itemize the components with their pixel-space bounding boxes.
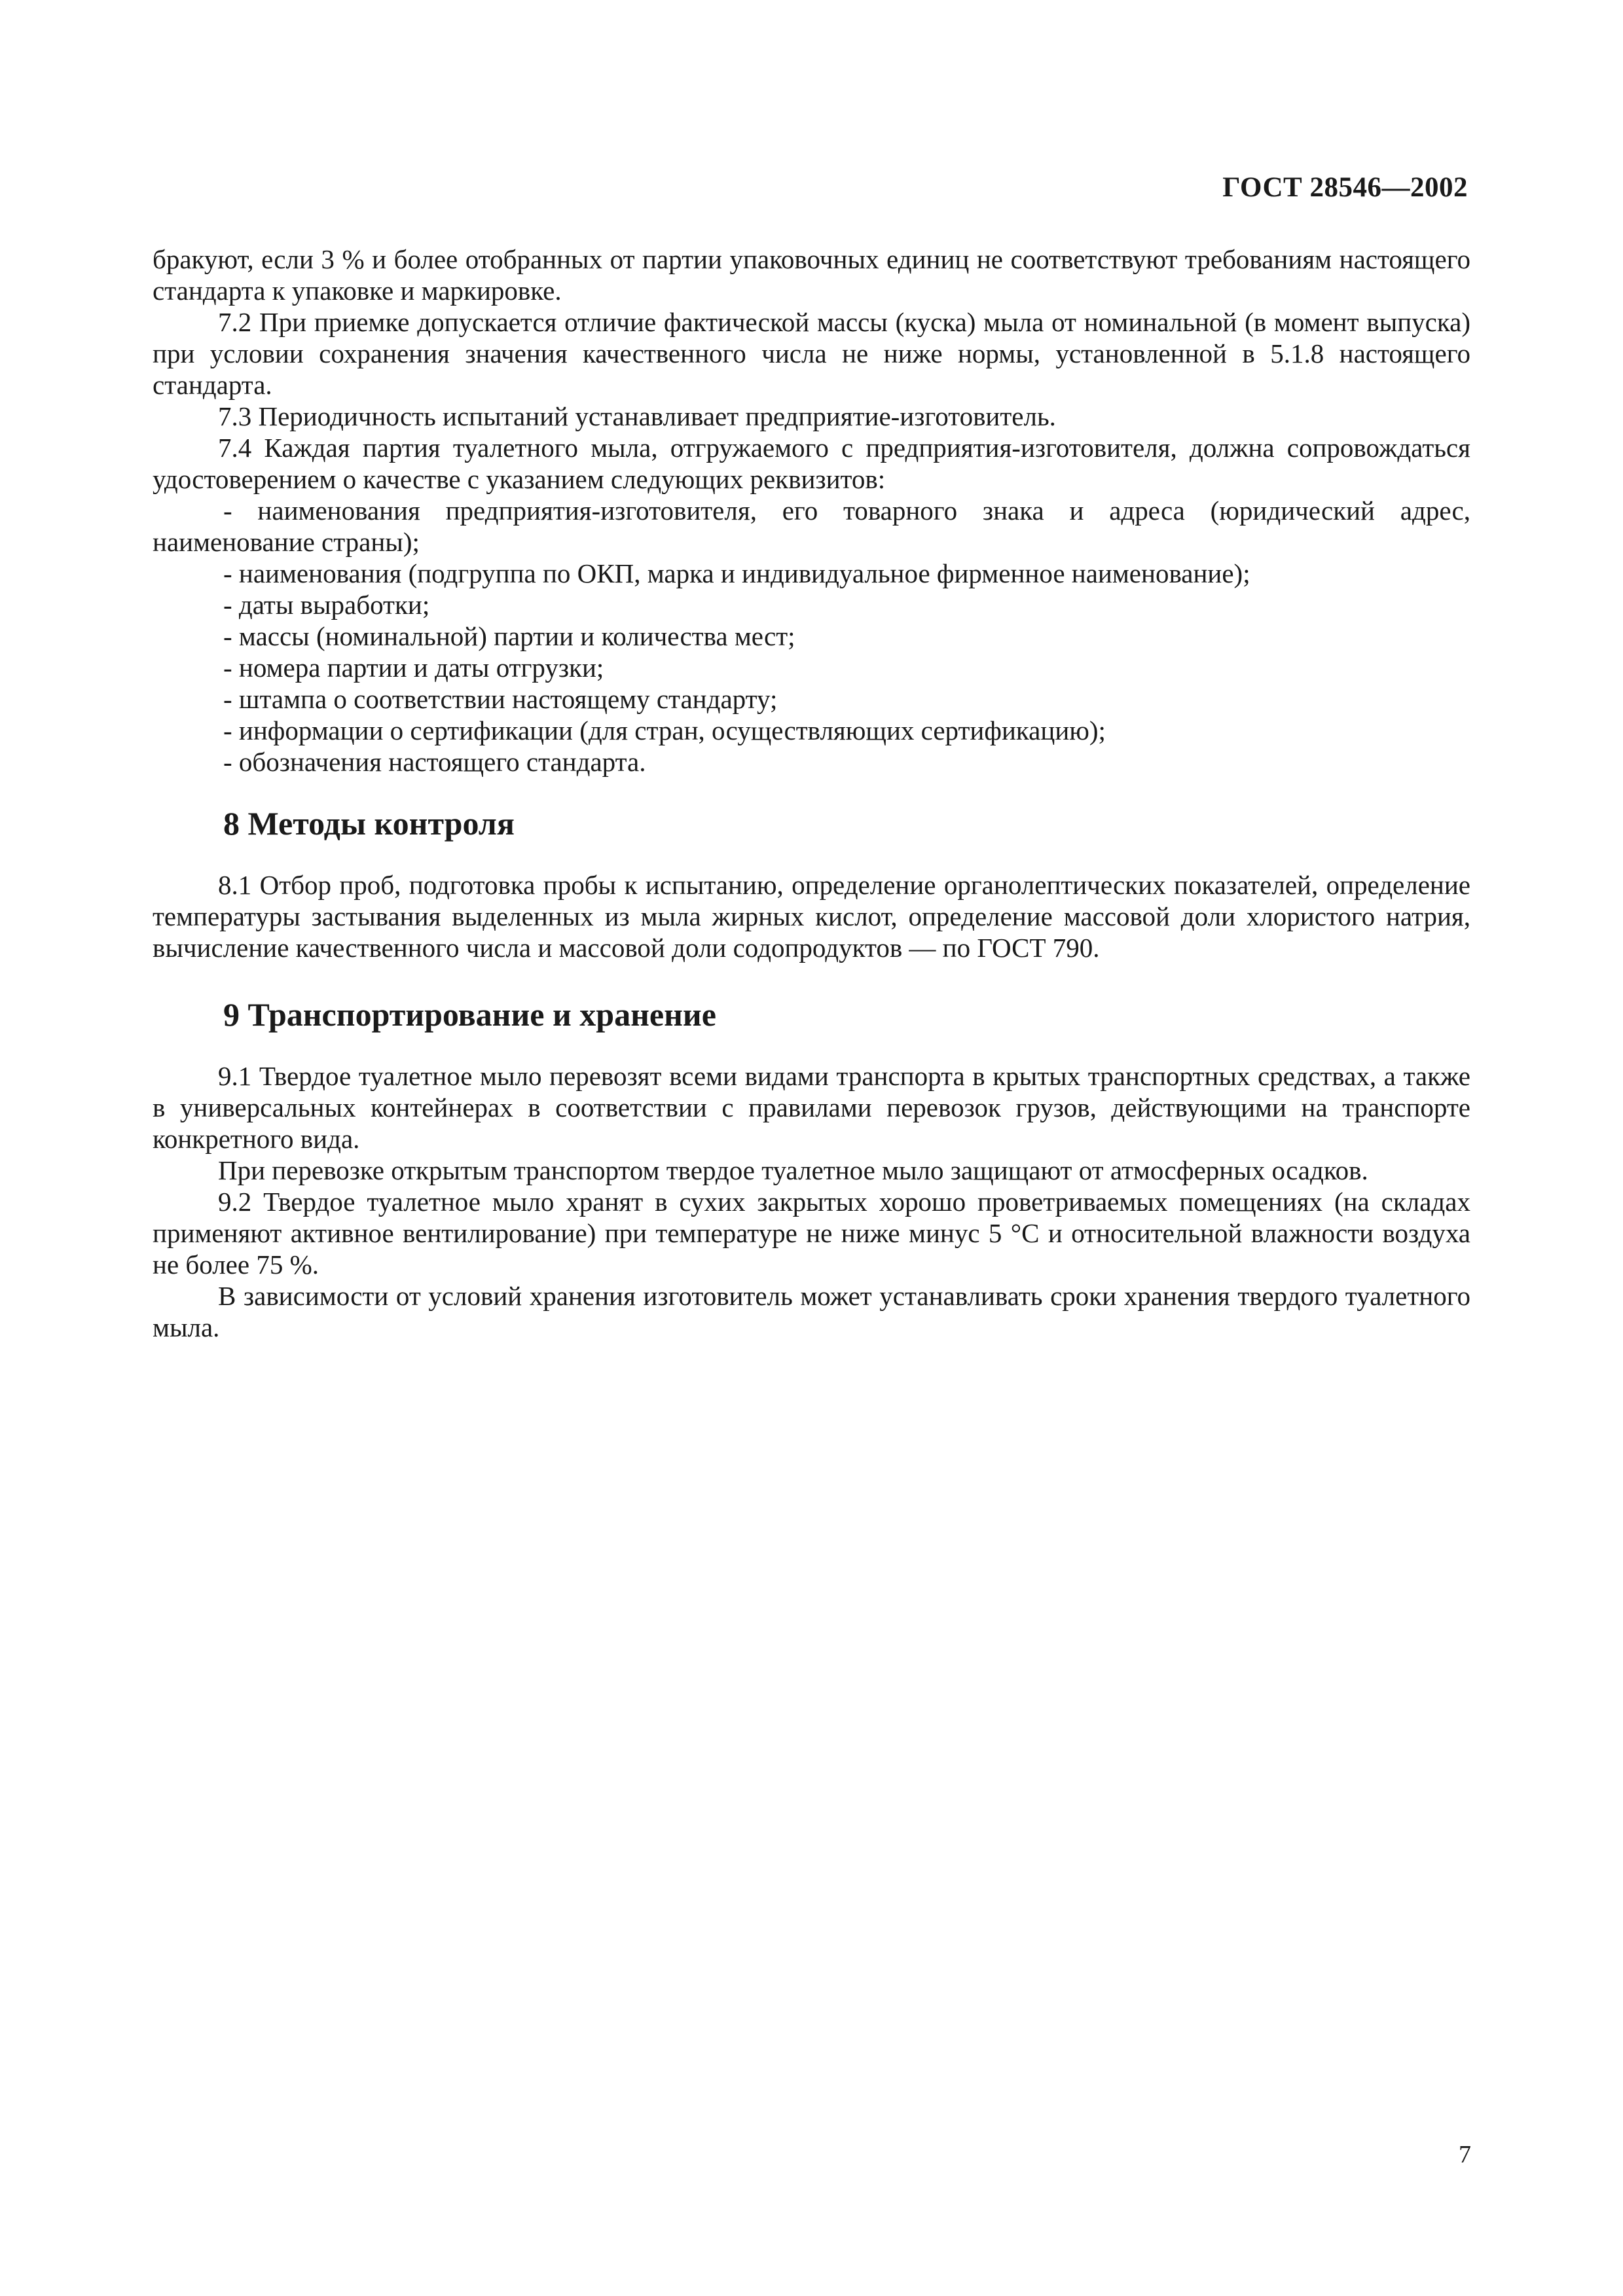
paragraph-9-2-continued: В зависимости от условий хранения изготовитель может устанавливать сроки хранения твердого туалетного мыла. [153, 1281, 1470, 1342]
paragraph-9-2: 9.2 Твердое туалетное мыло хранят в сухих закрытых хорошо проветриваемых помещениях (на складах применяют активное вентилирование) при температуре не ниже минус 5 °С и относительной влажности воздуха не более 75 %. [153, 1187, 1470, 1280]
standard-code-header: ГОСТ 28546—2002 [1222, 172, 1468, 203]
list-item: - наименования предприятия-изготовителя, его товарного знака и адреса (юридический адрес, наименование страны); [153, 495, 1470, 557]
list-item: - даты выработки; [223, 590, 430, 620]
page-number: 7 [1459, 2141, 1471, 2168]
paragraph-7-4: 7.4 Каждая партия туалетного мыла, отгружаемого с предприятия-изготовителя, должна сопровождаться удостоверением о качестве с указанием следующих реквизитов: [153, 433, 1470, 494]
list-item: - информации о сертификации (для стран, осуществляющих сертификацию); [223, 715, 1106, 745]
list-item: - штампа о соответствии настоящему стандарту; [223, 684, 778, 714]
section-9-title: 9 Транспортирование и хранение [223, 996, 716, 1033]
paragraph-9-1-continued: При перевозке открытым транспортом твердое туалетное мыло защищают от атмосферных осадков. [218, 1155, 1368, 1185]
paragraph-continuation: бракуют, если 3 % и более отобранных от партии упаковочных единиц не соответствуют требованиям настоящего стандарта к упаковке и маркировке. [153, 244, 1470, 306]
list-item: - обозначения настоящего стандарта. [223, 747, 646, 777]
section-8-title: 8 Методы контроля [223, 805, 515, 842]
list-item: - массы (номинальной) партии и количества мест; [223, 621, 795, 651]
paragraph-7-2: 7.2 При приемке допускается отличие фактической массы (куска) мыла от номинальной (в момент выпуска) при условии сохранения значения качественного числа не ниже нормы, установленной в 5.1.8 настоящего стандарта. [153, 307, 1470, 400]
list-item: - номера партии и даты отгрузки; [223, 653, 604, 683]
paragraph-9-1: 9.1 Твердое туалетное мыло перевозят всеми видами транспорта в крытых транспортных средствах, а также в универсальных контейнерах в соответствии с правилами перевозок грузов, действующими на транспорте конкретного вида. [153, 1061, 1470, 1154]
paragraph-7-3: 7.3 Периодичность испытаний устанавливает предприятие-изготовитель. [218, 401, 1056, 431]
page-content [153, 243, 1470, 1343]
list-item: - наименования (подгруппа по ОКП, марка и индивидуальное фирменное наименование); [223, 558, 1250, 588]
paragraph-8-1: 8.1 Отбор проб, подготовка пробы к испытанию, определение органолептических показателей, определение температуры застывания выделенных из мыла жирных кислот, определение массовой доли хлористого натрия, вычисление качественного числа и массовой доли содопродуктов — по ГОСТ 790. [153, 870, 1470, 963]
requisites-list [153, 495, 1470, 778]
